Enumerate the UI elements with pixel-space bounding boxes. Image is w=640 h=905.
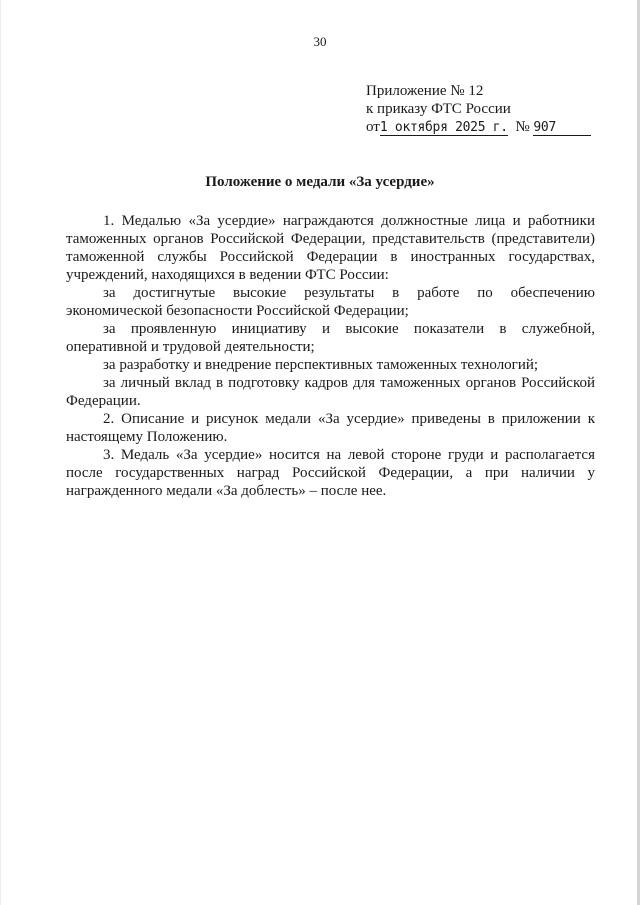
paragraph-3-wearing: 3. Медаль «За усердие» носится на левой стороне груди и располагается после государственных наград Российской Федерации, а при наличии у награжденного медали «За доблесть» – после нее. — [66, 447, 595, 499]
paragraph-criterion-training: за личный вклад в подготовку кадров для таможенных органов Российской Федерации. — [66, 375, 595, 409]
appendix-order-reference: к приказу ФТС России — [366, 101, 511, 117]
paragraph-1-award-recipients: 1. Медалью «За усердие» награждаются должностные лица и работники таможенных органов Российской Федерации, представительств (представители) таможенной службы Российской Федерации в иностранных государствах, учреждений, находящихся в ведении ФТС России: — [66, 213, 595, 283]
appendix-header — [366, 82, 591, 136]
appendix-date-number-line — [366, 118, 591, 136]
page-edge-shadow-left — [0, 0, 1, 905]
appendix-title: Приложение № 12 — [366, 83, 484, 99]
date-prefix: от — [366, 119, 380, 135]
page-number: 30 — [313, 34, 327, 49]
paragraph-criterion-initiative: за проявленную инициативу и высокие показатели в служебной, оперативной и трудовой деятельности; — [66, 321, 595, 355]
paragraph-criterion-economic-security: за достигнутые высокие результаты в работе по обеспечению экономической безопасности Российской Федерации; — [66, 285, 595, 319]
order-number-field — [533, 120, 591, 136]
order-number-value: 907 — [533, 120, 556, 135]
order-date-value: 1 октября 2025 г. — [379, 120, 508, 135]
paragraph-2-description: 2. Описание и рисунок медали «За усердие» приведены в приложении к настоящему Положению. — [66, 411, 595, 445]
document-title: Положение о медали «За усердие» — [205, 174, 435, 190]
number-prefix: № — [515, 119, 530, 135]
order-date-field — [380, 120, 508, 136]
paragraph-criterion-technologies: за разработку и внедрение перспективных таможенных технологий; — [103, 357, 539, 373]
document-body — [66, 212, 595, 500]
